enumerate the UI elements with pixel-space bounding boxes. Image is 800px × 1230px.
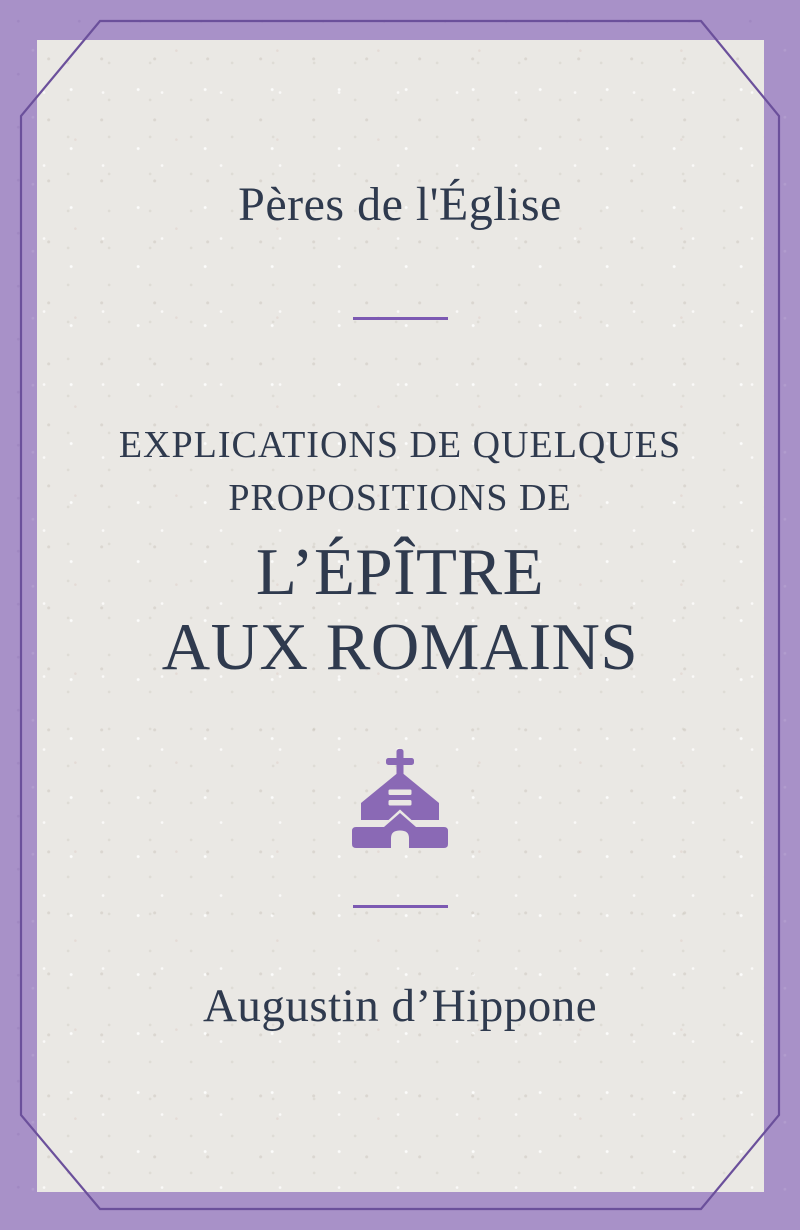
book-subtitle xyxy=(0,419,800,525)
subtitle-line-2: PROPOSITIONS DE xyxy=(228,477,572,519)
bottom-divider xyxy=(353,905,448,908)
collection-name: Pères de l'Église xyxy=(238,178,562,231)
church-icon xyxy=(350,748,450,848)
title-line-2: AUX ROMAINS xyxy=(161,610,639,684)
book-title xyxy=(0,535,800,685)
author-name: Augustin d’Hippone xyxy=(202,980,598,1032)
top-divider xyxy=(353,317,448,320)
subtitle-line-1: EXPLICATIONS DE QUELQUES xyxy=(118,424,682,466)
title-line-1: L’ÉPÎTRE xyxy=(255,535,545,609)
